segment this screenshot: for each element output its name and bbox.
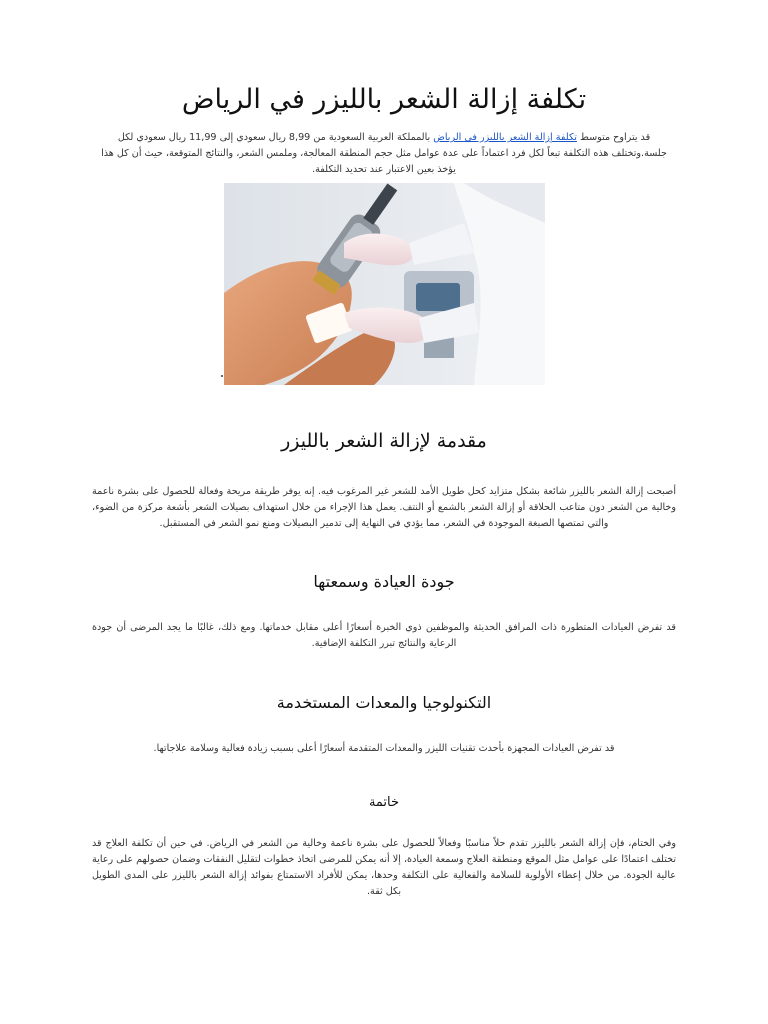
intro-section-heading: مقدمة لإزالة الشعر بالليزر xyxy=(281,430,487,452)
conclusion-heading: خاتمة xyxy=(368,795,400,810)
page-title: تكلفة إزالة الشعر بالليزر في الرياض xyxy=(181,84,587,115)
intro-paragraph xyxy=(92,130,676,178)
conclusion-text: وفي الختام، فإن إزالة الشعر بالليزر تقدم حلاً مناسبًا وفعالاً للحصول على بشرة ناعمة وخالية من الشعر في الرياض. في حين أن تكلفة العلاج قد تختلف اعتمادًا على عوامل مثل الموقع ومنطقة العلاج وسمعة العيادة، إلا أنه يمكن للمرضى اتخاذ خطوات لتقليل النفقات وضمان حصولهم على رعاية عالية الجودة. من خلال إعطاء الأولوية للسلامة والفعالية على التكلفة وحدها، يمكن للأفراد الاستمتاع بفوائد إزالة الشعر بالليزر على المدى الطويل بكل ثقة. xyxy=(92,838,676,897)
intro-section-text: أصبحت إزالة الشعر بالليزر شائعة بشكل متزايد كحل طويل الأمد للشعر غير المرغوب فيه. إنه يوفر طريقة مريحة وفعالة للحصول على بشرة ناعمة وخالية من الشعر دون متاعب الحلاقة أو إزالة الشعر بالشمع أو النتف. يعمل هذا الإجراء من خلال استهداف بصيلات الشعر بأشعة مركزة من الضوء، والتي تمتصها الصبغة الموجودة في الشعر، مما يؤدي في النهاية إلى تدمير البصيلات ومنع نمو الشعر في المستقبل. xyxy=(92,486,676,529)
tech-section-text: قد تفرض العيادات المجهزة بأحدث تقنيات الليزر والمعدات المتقدمة أسعارًا أعلى بسبب زيادة فعالية وسلامة علاجاتها. xyxy=(153,743,615,754)
cost-link[interactable]: تكلفة إزالة الشعر بالليزر في الرياض xyxy=(433,132,577,143)
clinic-section-heading: جودة العيادة وسمعتها xyxy=(313,572,455,591)
caption-dot xyxy=(221,375,223,377)
intro-text-after: بالمملكة العربية السعودية من 8,99 ريال سعودي إلى 11,99 ريال سعودي لكل جلسة.وتختلف هذه التكلفة تبعاً لكل فرد اعتماداً على عدة عوامل مثل حجم المنطقة المعالجة، وملمس الشعر، والنتائج المتوقعة، حيث أن كل هذا يؤخذ بعين الاعتبار عند تحديد التكلفة. xyxy=(101,132,667,175)
clinic-section-text: قد تفرض العيادات المتطورة ذات المرافق الحديثة والموظفين ذوي الخبرة أسعارًا أعلى مقابل خدماتها. ومع ذلك، غالبًا ما يجد المرضى أن جودة الرعاية والنتائج تبرر التكلفة الإضافية. xyxy=(92,622,676,649)
intro-text-before: قد يتراوح متوسط xyxy=(576,132,651,143)
laser-hair-removal-photo xyxy=(224,183,545,385)
tech-section-heading: التكنولوجيا والمعدات المستخدمة xyxy=(276,693,492,712)
